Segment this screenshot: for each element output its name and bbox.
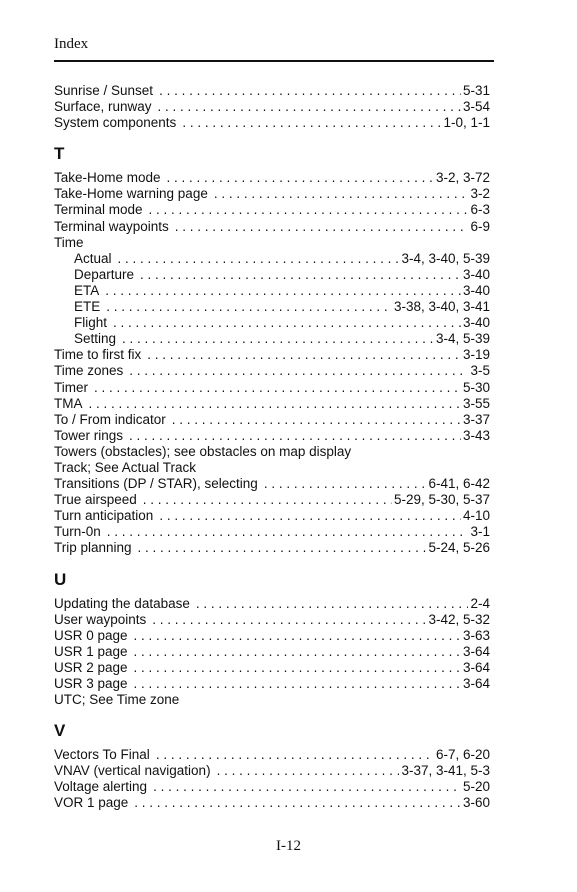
entry-term: Time zones xyxy=(54,363,124,379)
entry-term: To / From indicator xyxy=(54,411,166,427)
index-entry xyxy=(54,492,490,508)
index-entry xyxy=(54,396,490,412)
dot-leader xyxy=(152,612,426,628)
dot-leader xyxy=(134,628,461,644)
entry-pages: 3-19 xyxy=(462,347,490,363)
index-entry xyxy=(54,692,490,708)
entry-term: Terminal mode xyxy=(54,202,143,218)
entry-pages: 3-2 xyxy=(470,186,490,202)
dot-leader xyxy=(147,347,461,363)
dot-leader xyxy=(106,299,392,315)
dot-leader xyxy=(140,267,461,283)
entry-term: Take-Home warning page xyxy=(54,186,208,202)
entry-pages: 5-29, 5-30, 5-37 xyxy=(393,492,490,508)
entry-term: Timer xyxy=(54,379,88,395)
dot-leader xyxy=(182,115,441,131)
index-entry xyxy=(54,380,490,396)
dot-leader xyxy=(167,170,434,186)
entry-pages: 3-37 xyxy=(462,411,490,427)
entry-term: Sunrise / Sunset xyxy=(54,83,154,98)
entry-term: Towers (obstacles); see obstacles on map display xyxy=(54,443,352,459)
index-subentry xyxy=(54,283,490,299)
entry-term: TMA xyxy=(54,395,83,411)
dot-leader xyxy=(122,331,434,347)
dot-leader xyxy=(158,99,461,115)
entry-term: Turn anticipation xyxy=(54,508,154,524)
dot-leader xyxy=(107,524,469,540)
entry-pages: 4-10 xyxy=(462,508,490,524)
entry-pages: 5-31 xyxy=(462,83,490,98)
index-entry xyxy=(54,186,490,202)
entry-pages: 3-38, 3-40, 3-41 xyxy=(393,299,490,315)
index-entry xyxy=(54,612,490,628)
header-rule xyxy=(54,60,494,62)
entry-term: True airspeed xyxy=(54,492,137,508)
entry-pages: 3-40 xyxy=(462,315,490,331)
index-entry xyxy=(54,540,490,556)
entry-pages: 3-54 xyxy=(462,99,490,115)
index-subentry xyxy=(54,299,490,315)
entry-pages: 3-1 xyxy=(470,524,490,540)
entry-pages: 3-40 xyxy=(462,266,490,282)
index-entry xyxy=(54,202,490,218)
entry-pages: 3-64 xyxy=(462,643,490,659)
index-list xyxy=(54,83,490,812)
entry-pages: 1-0, 1-1 xyxy=(443,115,490,131)
entry-term: Actual xyxy=(74,250,112,266)
entry-term: Setting xyxy=(74,331,117,347)
entry-term: Track; See Actual Track xyxy=(54,459,197,475)
dot-leader xyxy=(175,219,469,235)
index-entry xyxy=(54,235,490,251)
index-entry xyxy=(54,795,490,811)
entry-pages: 3-63 xyxy=(462,627,490,643)
entry-pages: 3-55 xyxy=(462,395,490,411)
entry-term: Vectors To Final xyxy=(54,747,150,763)
index-entry xyxy=(54,83,490,99)
index-entry xyxy=(54,779,490,795)
entry-term: Terminal waypoints xyxy=(54,218,169,234)
dot-leader xyxy=(138,540,427,556)
index-entry xyxy=(54,660,490,676)
dot-leader xyxy=(134,795,461,811)
dot-leader xyxy=(159,83,461,99)
running-header: Index xyxy=(54,36,89,52)
dot-leader xyxy=(264,476,427,492)
entry-term: Time xyxy=(54,234,84,250)
index-subentry xyxy=(54,267,490,283)
dot-leader xyxy=(118,251,400,267)
entry-term: UTC; See Time zone xyxy=(54,692,180,708)
entry-pages: 5-20 xyxy=(462,779,490,795)
dot-leader xyxy=(113,315,461,331)
index-entry xyxy=(54,763,490,779)
index-entry xyxy=(54,476,490,492)
index-entry xyxy=(54,444,490,460)
entry-pages: 2-4 xyxy=(470,595,490,611)
index-entry xyxy=(54,347,490,363)
entry-pages: 6-9 xyxy=(470,218,490,234)
entry-term: Departure xyxy=(74,266,135,282)
entry-pages: 6-3 xyxy=(470,202,490,218)
index-entry xyxy=(54,747,490,763)
entry-term: VOR 1 page xyxy=(54,795,129,811)
index-entry xyxy=(54,219,490,235)
section-letter-v: V xyxy=(54,721,66,741)
entry-term: Surface, runway xyxy=(54,99,152,115)
entry-term: Updating the database xyxy=(54,595,190,611)
index-entry xyxy=(54,99,490,115)
index-entry xyxy=(54,524,490,540)
entry-term: Take-Home mode xyxy=(54,170,161,186)
index-entry xyxy=(54,644,490,660)
index-entry xyxy=(54,412,490,428)
index-subentry xyxy=(54,315,490,331)
dot-leader xyxy=(149,202,469,218)
entry-term: USR 3 page xyxy=(54,676,128,691)
entry-pages: 3-4, 3-40, 5-39 xyxy=(401,250,490,266)
page-number: I-12 xyxy=(276,838,301,854)
dot-leader xyxy=(214,186,469,202)
dot-leader xyxy=(105,283,461,299)
dot-leader xyxy=(134,660,461,676)
entry-term: USR 1 page xyxy=(54,643,128,659)
entry-term: Flight xyxy=(74,315,108,331)
entry-term: Voltage alerting xyxy=(54,779,148,795)
index-entry xyxy=(54,628,490,644)
index-entry xyxy=(54,596,490,612)
entry-pages: 6-41, 6-42 xyxy=(428,476,490,492)
entry-term: Turn-0n xyxy=(54,524,101,540)
entry-pages: 3-2, 3-72 xyxy=(435,170,490,186)
entry-pages: 3-42, 5-32 xyxy=(428,611,490,627)
dot-leader xyxy=(196,596,469,612)
dot-leader xyxy=(129,428,461,444)
entry-pages: 5-24, 5-26 xyxy=(428,540,490,556)
index-entry xyxy=(54,115,490,131)
entry-term: Trip planning xyxy=(54,540,132,556)
entry-term: USR 0 page xyxy=(54,627,128,643)
section-letter-u: U xyxy=(54,569,67,589)
entry-pages: 3-64 xyxy=(462,676,490,691)
entry-pages: 3-37, 3-41, 5-3 xyxy=(401,763,490,779)
entry-term: VNAV (vertical navigation) xyxy=(54,763,211,779)
entry-pages: 3-4, 5-39 xyxy=(435,331,490,347)
entry-term: System components xyxy=(54,115,177,131)
index-subentry xyxy=(54,251,490,267)
entry-pages: 3-60 xyxy=(462,795,490,811)
entry-pages: 3-5 xyxy=(470,363,490,379)
entry-term: ETE xyxy=(74,299,101,315)
dot-leader xyxy=(94,380,461,396)
entry-term: Tower rings xyxy=(54,427,124,443)
entry-pages: 6-7, 6-20 xyxy=(435,747,490,763)
dot-leader xyxy=(89,396,461,412)
entry-pages: 3-40 xyxy=(462,282,490,298)
dot-leader xyxy=(153,779,461,795)
dot-leader xyxy=(129,363,468,379)
dot-leader xyxy=(217,763,400,779)
index-entry xyxy=(54,676,490,692)
dot-leader xyxy=(159,508,461,524)
entry-pages: 5-30 xyxy=(462,379,490,395)
index-entry xyxy=(54,460,490,476)
dot-leader xyxy=(134,644,461,660)
entry-term: USR 2 page xyxy=(54,659,128,675)
index-subentry xyxy=(54,331,490,347)
index-entry xyxy=(54,508,490,524)
entry-term: User waypoints xyxy=(54,611,147,627)
section-letter-t: T xyxy=(54,144,65,164)
entry-term: Transitions (DP / STAR), selecting xyxy=(54,476,258,492)
dot-leader xyxy=(156,747,434,763)
index-entry xyxy=(54,428,490,444)
entry-pages: 3-64 xyxy=(462,659,490,675)
dot-leader xyxy=(172,412,461,428)
entry-term: ETA xyxy=(74,282,100,298)
entry-pages: 3-43 xyxy=(462,427,490,443)
dot-leader xyxy=(134,676,461,692)
entry-term: Time to first fix xyxy=(54,347,142,363)
index-entry xyxy=(54,363,490,379)
dot-leader xyxy=(143,492,392,508)
index-entry xyxy=(54,170,490,186)
